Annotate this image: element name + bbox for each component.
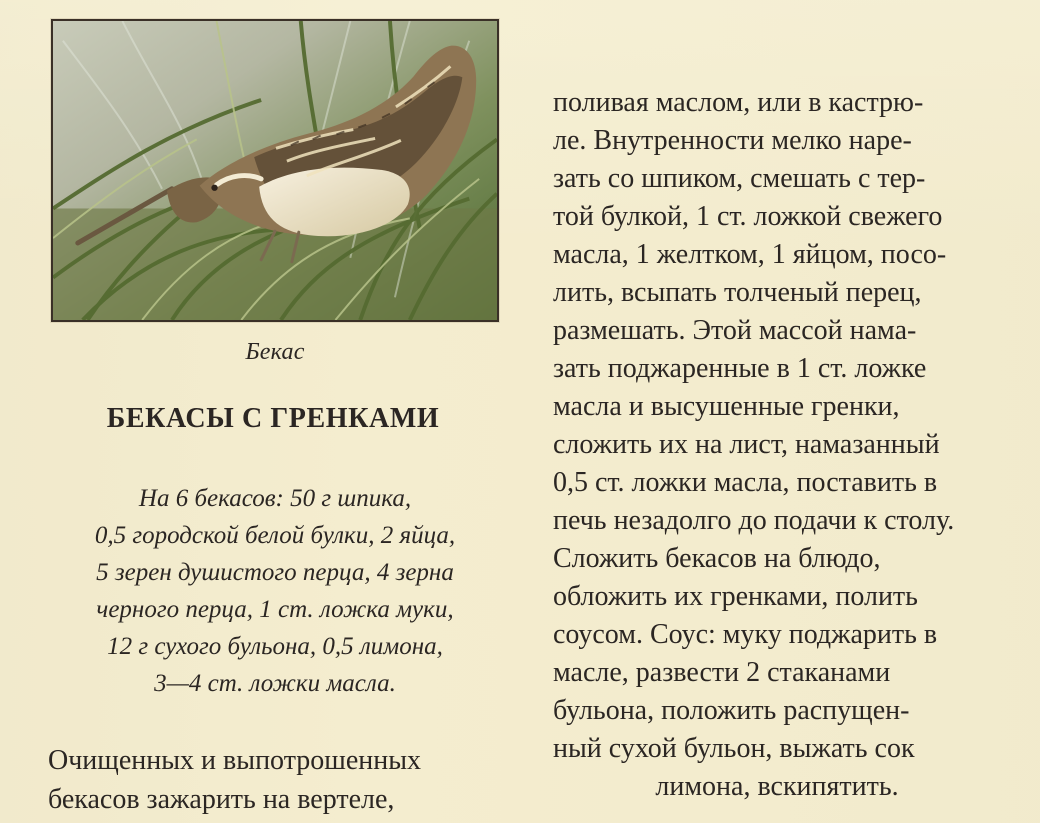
- body-text-line: ле. Внутренности мелко наре-: [553, 125, 912, 156]
- ingredients-block: [26, 480, 524, 702]
- body-text-line: той булкой, 1 ст. ложкой свежего: [553, 201, 943, 232]
- body-text-line: поливая маслом, или в кастрю-: [553, 87, 924, 118]
- body-text-line: зать со шпиком, смешать с тер-: [553, 163, 926, 194]
- body-text-line-final: лимона, вскипятить.: [655, 771, 899, 802]
- body-text-line: масле, развести 2 стаканами: [553, 657, 891, 688]
- body-text-line: сложить их на лист, намазанный: [553, 429, 940, 460]
- recipe-title: БЕКАСЫ С ГРЕНКАМИ: [106, 403, 440, 434]
- ingredient-line: 3—4 ст. ложки масла.: [154, 670, 396, 697]
- ingredient-line: черного перца, 1 ст. ложка муки,: [96, 596, 454, 623]
- image-caption: Бекас: [245, 339, 305, 365]
- ingredient-line: 0,5 городской белой булки, 2 яйца,: [94, 522, 456, 549]
- right-text-block: [553, 84, 1001, 806]
- ingredient-line: На 6 бекасов: 50 г шпика,: [138, 485, 412, 512]
- body-text-line: лить, всыпать толченый перец,: [553, 277, 922, 308]
- body-text-line: ный сухой бульон, выжать сок: [553, 733, 915, 764]
- snipe-illustration: [51, 19, 499, 322]
- body-text-line: масла, 1 желтком, 1 яйцом, посо-: [553, 239, 947, 270]
- body-text-line: соусом. Соус: муку поджарить в: [553, 619, 938, 650]
- ingredient-line: 5 зерен душистого перца, 4 зерна: [96, 559, 454, 586]
- left-text-block: [48, 741, 498, 819]
- body-text-line: масла и высушенные гренки,: [553, 391, 900, 422]
- body-text-line: Очищенных и выпотрошенных: [48, 745, 422, 776]
- body-text-line: размешать. Этой массой нама-: [553, 315, 917, 346]
- body-text-line: печь незадолго до подачи к столу.: [553, 505, 955, 536]
- ingredient-line: 12 г сухого бульона, 0,5 лимона,: [107, 633, 443, 660]
- body-text-line: обложить их гренками, полить: [553, 581, 918, 612]
- body-text-line: бульона, положить распущен-: [553, 695, 910, 726]
- body-text-line: Сложить бекасов на блюдо,: [553, 543, 881, 574]
- body-text-line: 0,5 ст. ложки масла, поставить в: [553, 467, 938, 498]
- body-text-line: зать поджаренные в 1 ст. ложке: [553, 353, 927, 384]
- body-text-line: бекасов зажарить на вертеле,: [48, 784, 395, 815]
